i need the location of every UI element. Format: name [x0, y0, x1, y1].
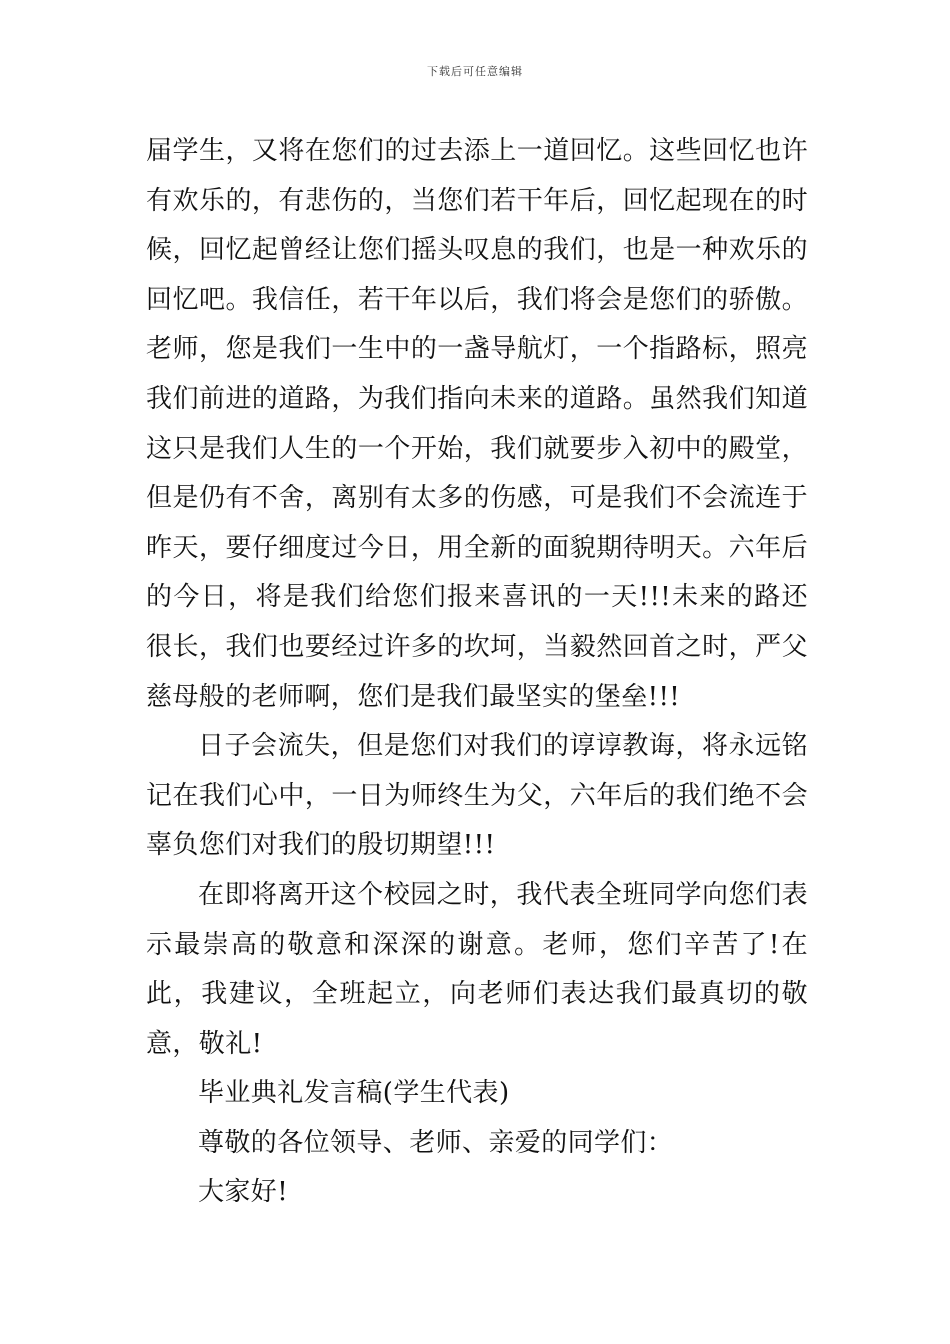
paragraph-3: 在即将离开这个校园之时，我代表全班同学向您们表示最崇高的敬意和深深的谢意。老师，您们辛苦了!在此，我建议，全班起立，向老师们表达我们最真切的敬意，敬礼! [146, 879, 808, 1059]
greeting: 大家好! [198, 1177, 289, 1208]
paragraph-1: 届学生，又将在您们的过去添上一道回忆。这些回忆也许有欢乐的，有悲伤的，当您们若干年后，回忆起现在的时候，回忆起曾经让您们摇头叹息的我们，也是一种欢乐的回忆吧。我信任，若干年以后，我们将会是您们的骄傲。老师，您是我们一生中的一盏导航灯，一个指路标，照亮我们前进的道路，为我们指向未来的道路。虽然我们知道这只是我们人生的一个开始，我们就要步入初中的殿堂，但是仍有不舍，离别有太多的伤感，可是我们不会流连于昨天，要仔细度过今日，用全新的面貌期待明天。六年后的今日，将是我们给您们报来喜讯的一天!!!未来的路还很长，我们也要经过许多的坎坷，当毅然回首之时，严父慈母般的老师啊，您们是我们最坚实的堡垒!!! [146, 136, 808, 712]
paragraph-2: 日子会流失，但是您们对我们的谆谆教诲，将永远铭记在我们心中，一日为师终生为父，六年后的我们绝不会辜负您们对我们的殷切期望!!! [146, 731, 808, 861]
header-note: 下载后可任意编辑 [427, 65, 523, 78]
salutation: 尊敬的各位领导、老师、亲爱的同学们： [198, 1127, 674, 1158]
speech-title: 毕业典礼发言稿(学生代表) [198, 1078, 510, 1109]
document-body [146, 127, 808, 1218]
